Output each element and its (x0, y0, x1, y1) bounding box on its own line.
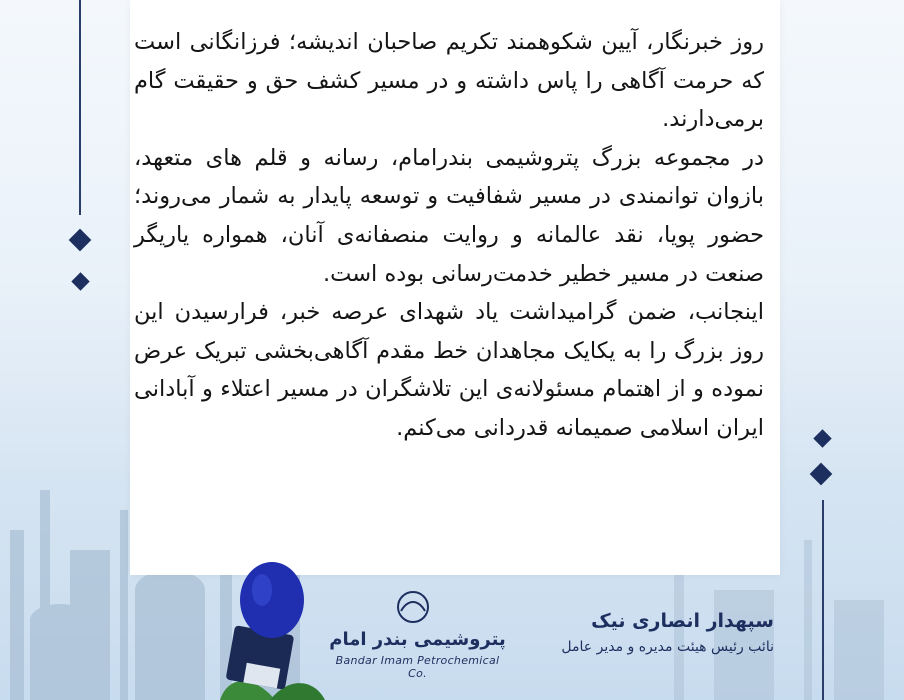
message-body (134, 23, 764, 448)
left-decor-line (79, 0, 81, 215)
microphone-icon (200, 560, 330, 700)
signature-name: سپهدار انصاری نیک (591, 610, 774, 632)
paragraph-2: در مجموعه بزرگ پتروشیمی بندرامام، رسانه و قلم های متعهد، بازوان توانمندی در مسیر شفافیت و توسعه پایدار به شمار می‌روند؛ حضور پویا، نقد عالمانه و روایت منصفانه‌ی آنان، همواره یاریگر صنعت در مسیر خطیر خدمت‌رسانی بوده است. (134, 144, 764, 287)
logo-name-en: Bandar Imam Petrochemical Co. (335, 654, 500, 680)
paragraph-1: روز خبرنگار، آیین شکوهمند تکریم صاحبان اندیشه؛ فرزانگانی است که حرمت آگاهی را پاس داشته و در مسیر کشف حق و حقیقت گام برمی‌دارند. (134, 29, 764, 133)
logo-emblem-icon (393, 589, 433, 625)
paragraph-3: اینجانب، ضمن گرامیداشت یاد شهدای عرصه خبر، فرارسیدن این روز بزرگ را به یکایک مجاهدان خط مقدم آگاهی‌بخشی تبریک عرض نموده و از اهتمام مسئولانه‌ی این تلاشگران در مسیر اعتلاء و آبادانی ایران اسلامی صمیمانه قدردانی می‌کنم. (134, 299, 764, 441)
logo-name-fa: پتروشیمی بندر امام (329, 629, 506, 650)
signature-title: نائب رئیس هیئت مدیره و مدیر عامل (561, 639, 774, 655)
signature-block (561, 608, 774, 660)
right-decor-line (822, 500, 824, 700)
company-logo (325, 585, 510, 685)
